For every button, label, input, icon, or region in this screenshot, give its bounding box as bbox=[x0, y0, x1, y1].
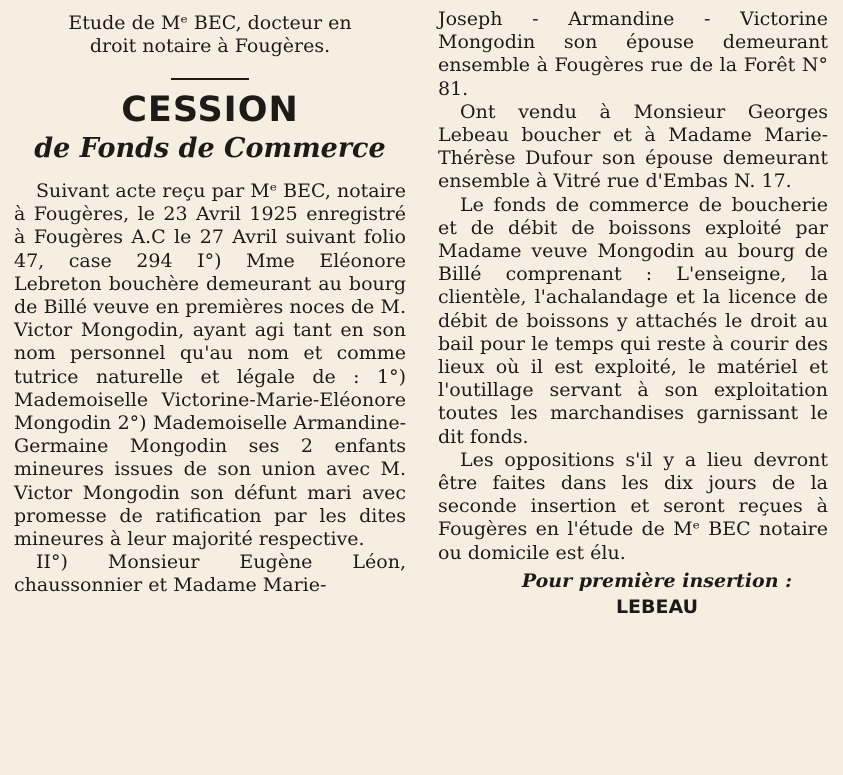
divider-rule bbox=[171, 78, 249, 80]
notice-subtitle: de Fonds de Commerce bbox=[34, 133, 386, 164]
right-paragraph-2: Ont vendu à Monsieur Georges Lebeau boucher et à Madame Marie-Thérèse Dufour son épouse demeurant ensemble à Vitré rue d'Embas N. 17. bbox=[438, 100, 828, 193]
notary-header-line-1: Etude de Mᵉ BEC, docteur en bbox=[68, 12, 352, 34]
signature: LEBEAU bbox=[615, 596, 699, 619]
notary-header-line-2: droit notaire à Fougères. bbox=[89, 35, 331, 57]
notice-title: CESSION bbox=[121, 90, 299, 130]
right-column bbox=[438, 0, 828, 619]
right-paragraph-3: Le fonds de commerce de boucherie et de débit de boissons exploité par Madame veuve Mongodin au bourg de Billé comprenant : L'enseigne, la clientèle, l'achalandage et la licence de débit de boissons y attachés le droit au bail pour le temps qui reste à courir des lieux où il est exploité, le matériel et l'outillage servant à son exploitation toutes les marchandises garnissant le dit fonds. bbox=[438, 193, 828, 448]
notary-header bbox=[14, 12, 406, 58]
left-paragraph-1: Suivant acte reçu par Mᵉ BEC, notaire à Fougères, le 23 Avril 1925 enregistré à Fougères A.C le 27 Avril suivant folio 47, case 294 I°) Mme Eléonore Lebreton bouchère demeurant au bourg de Billé veuve en premières noces de M. Victor Mongodin, ayant agi tant en son nom personnel qu'au nom et comme tutrice naturelle et légale de : 1°) Mademoiselle Victorine-Marie-Eléonore Mongodin 2°) Mademoiselle Armandine-Germaine Mongodin ses 2 enfants mineures issues de son union avec M. Victor Mongodin son défunt mari avec promesse de ratification par les dites mineures à leur majorité respective. bbox=[14, 180, 406, 551]
right-paragraph-4: Les oppositions s'il y a lieu devront être faites dans les dix jours de la seconde insertion et seront reçues à Fougères en l'étude de Mᵉ BEC notaire ou domicile est élu. bbox=[438, 448, 828, 564]
insertion-signoff: Pour première insertion : bbox=[521, 569, 793, 592]
left-column bbox=[14, 0, 406, 598]
right-paragraph-1: Joseph - Armandine - Victorine Mongodin son épouse demeurant ensemble à Fougères rue de la Forêt N° 81. bbox=[438, 8, 828, 100]
left-paragraph-2: II°) Monsieur Eugène Léon, chaussonnier et Madame Marie- bbox=[14, 551, 406, 597]
